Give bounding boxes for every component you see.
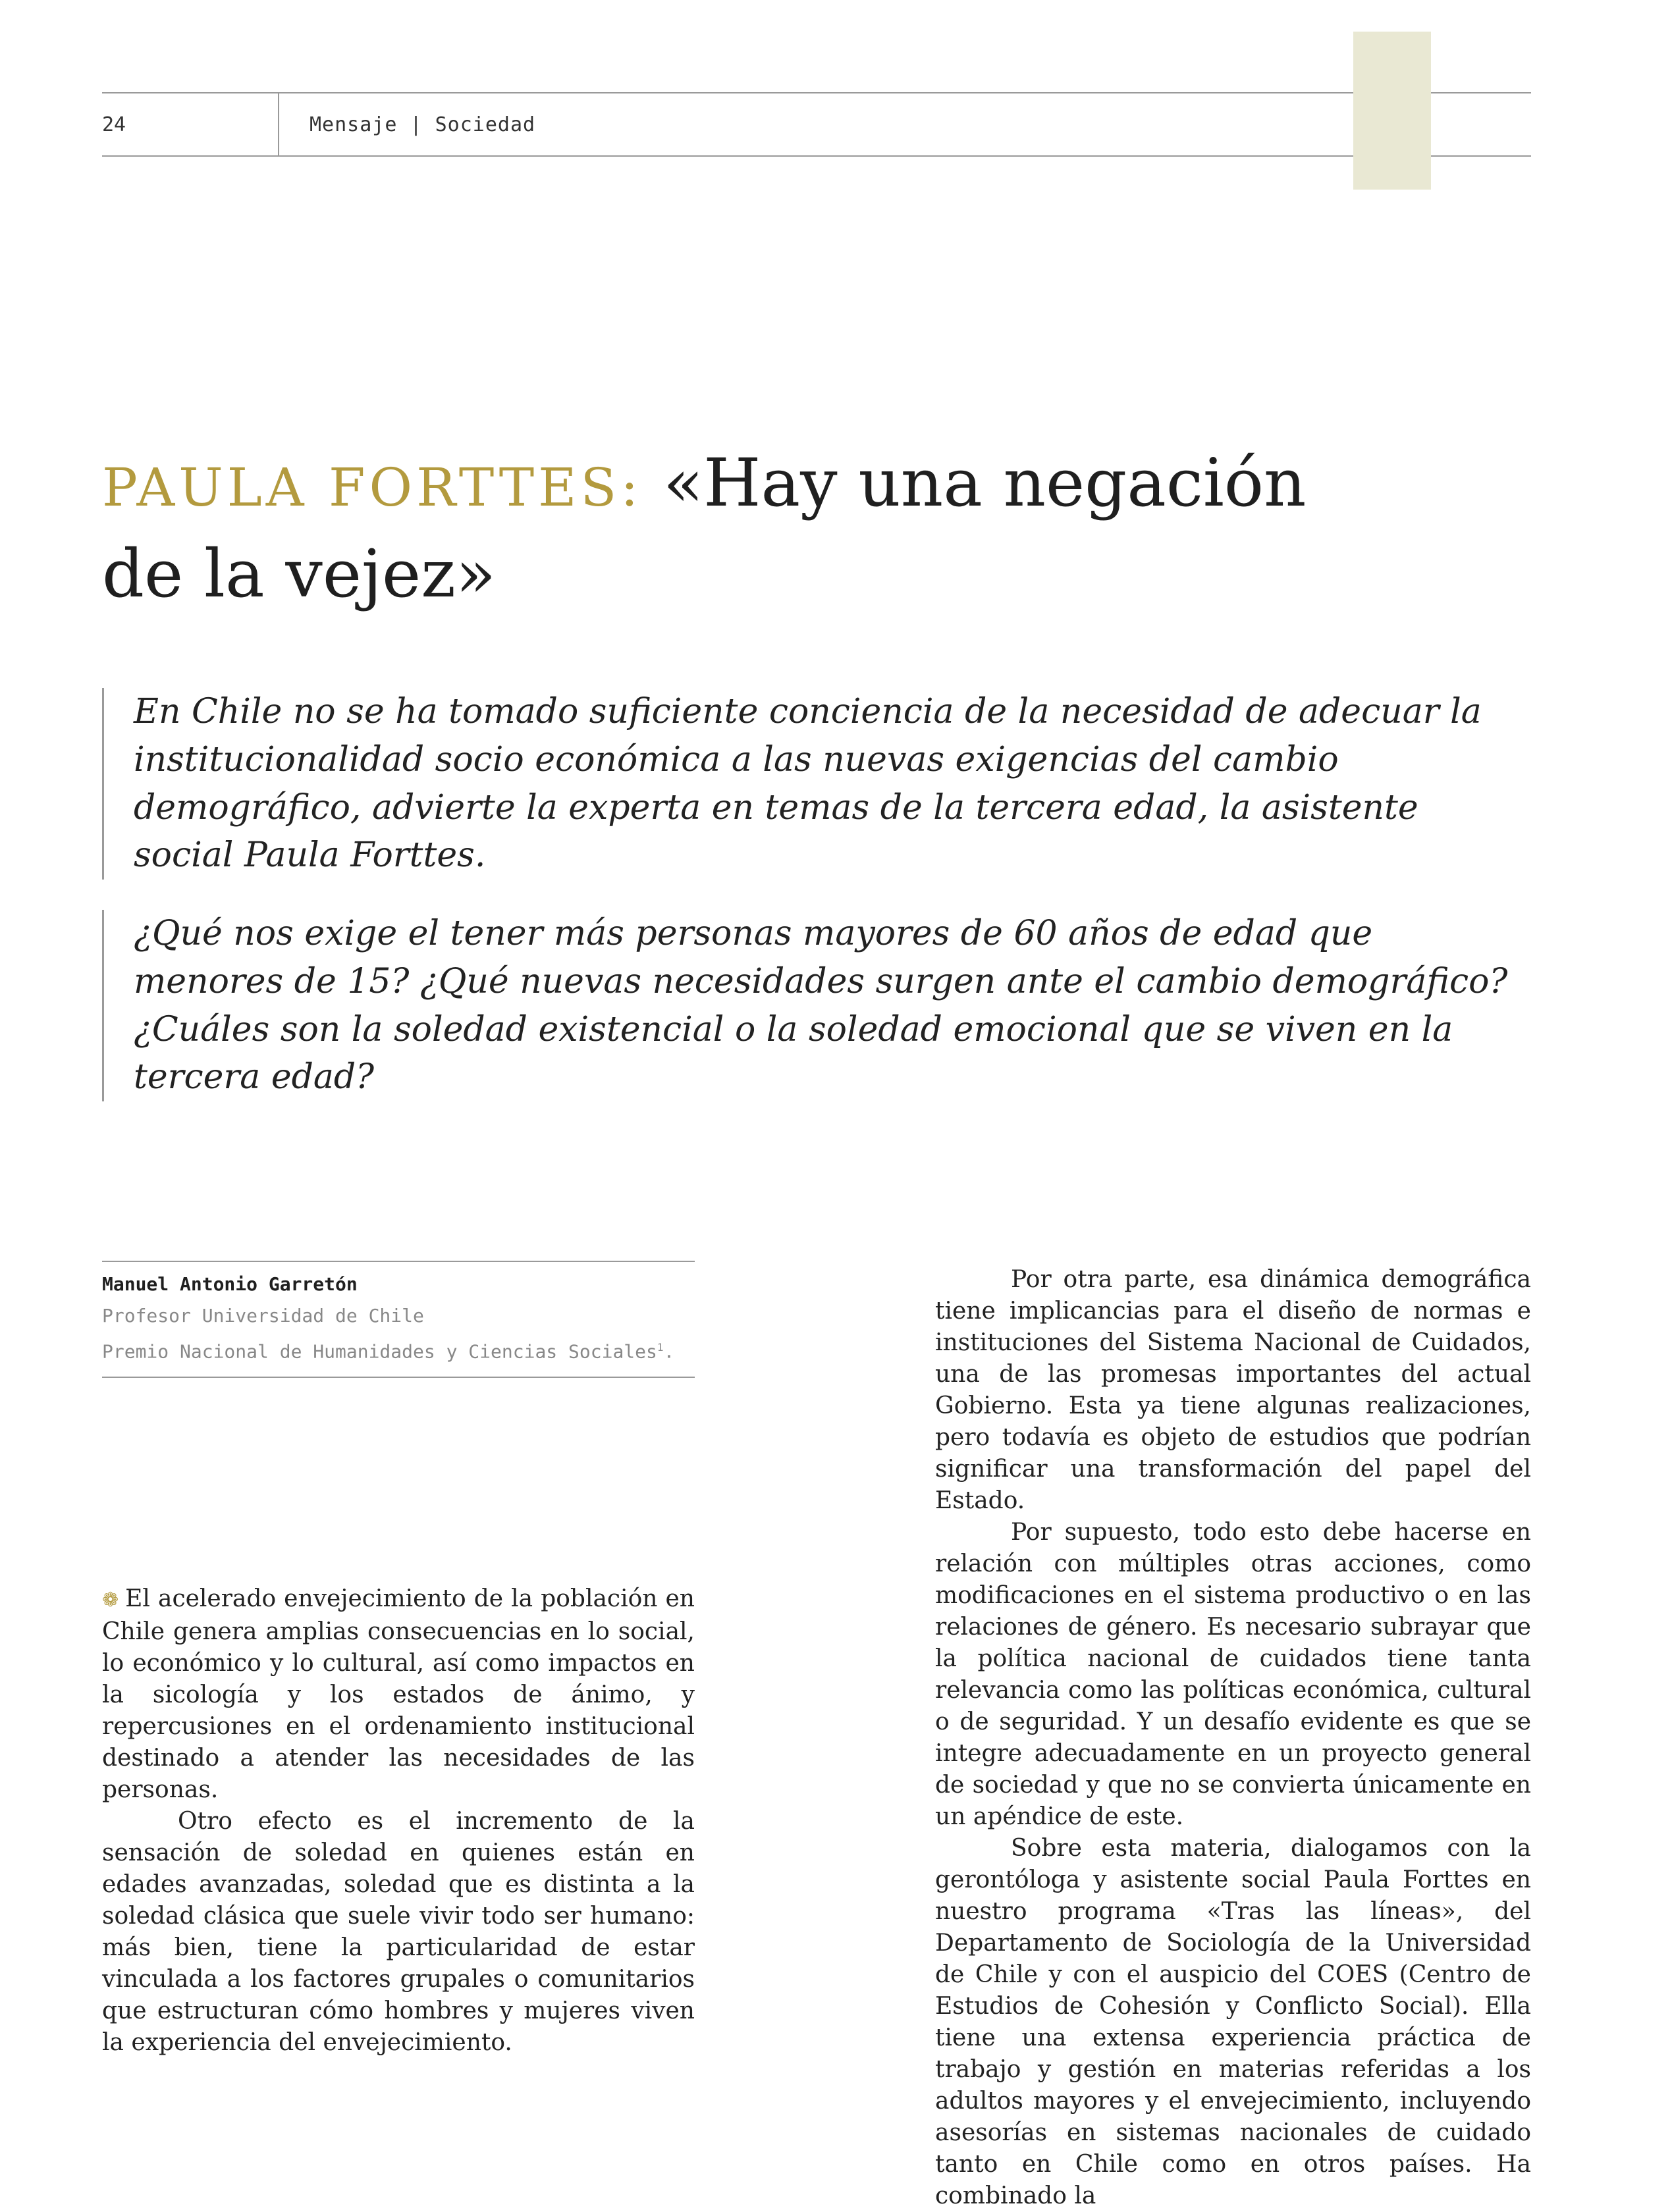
body-paragraph bbox=[102, 1583, 695, 1806]
body-paragraph: Sobre esta materia, dialogamos con la gerontóloga y asistente social Paula Forttes en nuestro programa «Tras las líneas», del Departamento de Sociología de la Universidad de Chile y con el auspicio del COES (Centro de Estudios de Cohesión y Conflicto Social). Ella tiene una extensa experiencia práctica de trabajo y gestión en materias referidas a los adultos mayores y el envejecimiento, incluyendo asesorías en sistemas nacionales de cuidado tanto en Chile como en otros países. Ha combinado la bbox=[935, 1835, 1531, 2209]
footnote-mark: 1 bbox=[657, 1341, 664, 1354]
section-label: Mensaje | Sociedad bbox=[310, 113, 536, 136]
author-award bbox=[102, 1332, 695, 1367]
body-column-left bbox=[102, 1583, 695, 2059]
body-column-right bbox=[935, 1264, 1531, 2212]
author-award-period: . bbox=[663, 1340, 675, 1363]
author-box bbox=[102, 1261, 695, 1378]
page-tab-marker bbox=[1353, 32, 1431, 190]
body-paragraph: Por otra parte, esa dinámica demográfica tiene implicancias para el diseño de normas e instituciones del Sistema Nacional de Cuidados, una de las promesas importantes del actual Gobierno. Esta ya tiene algunas realizaciones, pero todavía es objeto de estudios que podrían significar una transformación del papel del Estado. bbox=[935, 1266, 1531, 1514]
flower-bullet-icon: ❁ bbox=[102, 1589, 119, 1612]
lead-text-2: ¿Qué nos exige el tener más personas mayores de 60 años de edad que menores de 15? ¿Qué nuevas necesidades surgen ante el cambio demográfico? ¿Cuáles son la soledad existencial o la soledad emocional que se viven en la tercera edad? bbox=[134, 914, 1508, 1097]
header-rule-bottom bbox=[102, 155, 1531, 157]
title-line-1: «Hay una negación bbox=[663, 444, 1307, 521]
article-title bbox=[102, 438, 1551, 619]
title-line-2: de la vejez» bbox=[102, 535, 497, 612]
body-paragraph: Por supuesto, todo esto debe hacerse en relación con múltiples otras acciones, como modificaciones en el sistema productivo o en las relaciones de género. Es necesario subrayar que la política nacional de cuidados tiene tanta relevancia como las políticas económica, cultural o de seguridad. Y un desafío evidente es que se integre adecuadamente en un proyecto general de sociedad y que no se convierta únicamente en un apéndice de este. bbox=[935, 1519, 1531, 1830]
author-name: Manuel Antonio Garretón bbox=[102, 1273, 358, 1295]
body-paragraph: Otro efecto es el incremento de la sensación de soledad en quienes están en edades avanzadas, soledad que es distinta a la soledad clásica que suele vivir todo ser humano: más bien, tiene la particularidad de estar vinculada a los factores grupales o comunitarios que estructuran cómo hombres y mujeres viven la experiencia del envejecimiento. bbox=[102, 1808, 695, 2056]
author-role: Profesor Universidad de Chile bbox=[102, 1305, 424, 1327]
author-award-text: Premio Nacional de Humanidades y Ciencias Sociales bbox=[102, 1340, 657, 1363]
lead-paragraph-2 bbox=[102, 910, 1517, 1101]
body-paragraph-text: El acelerado envejecimiento de la población en Chile genera amplias consecuencias en lo social, lo económico y lo cultural, así como impactos en la sicología y los estados de ánimo, y repercusiones en el ordenamiento institucional destinado a atender las necesidades de las personas. bbox=[102, 1585, 695, 1803]
header-rule-top bbox=[102, 92, 1531, 93]
page-number: 24 bbox=[102, 113, 126, 136]
header-divider bbox=[278, 92, 279, 157]
title-name: PAULA FORTTES: bbox=[102, 457, 643, 518]
lead-text-1: En Chile no se ha tomado suficiente conciencia de la necesidad de adecuar la institucionalidad socio económica a las nuevas exigencias del cambio demográfico, advierte la experta en temas de la tercera edad, la asistente social Paula Forttes. bbox=[134, 692, 1482, 876]
lead-paragraph-1 bbox=[102, 688, 1517, 880]
